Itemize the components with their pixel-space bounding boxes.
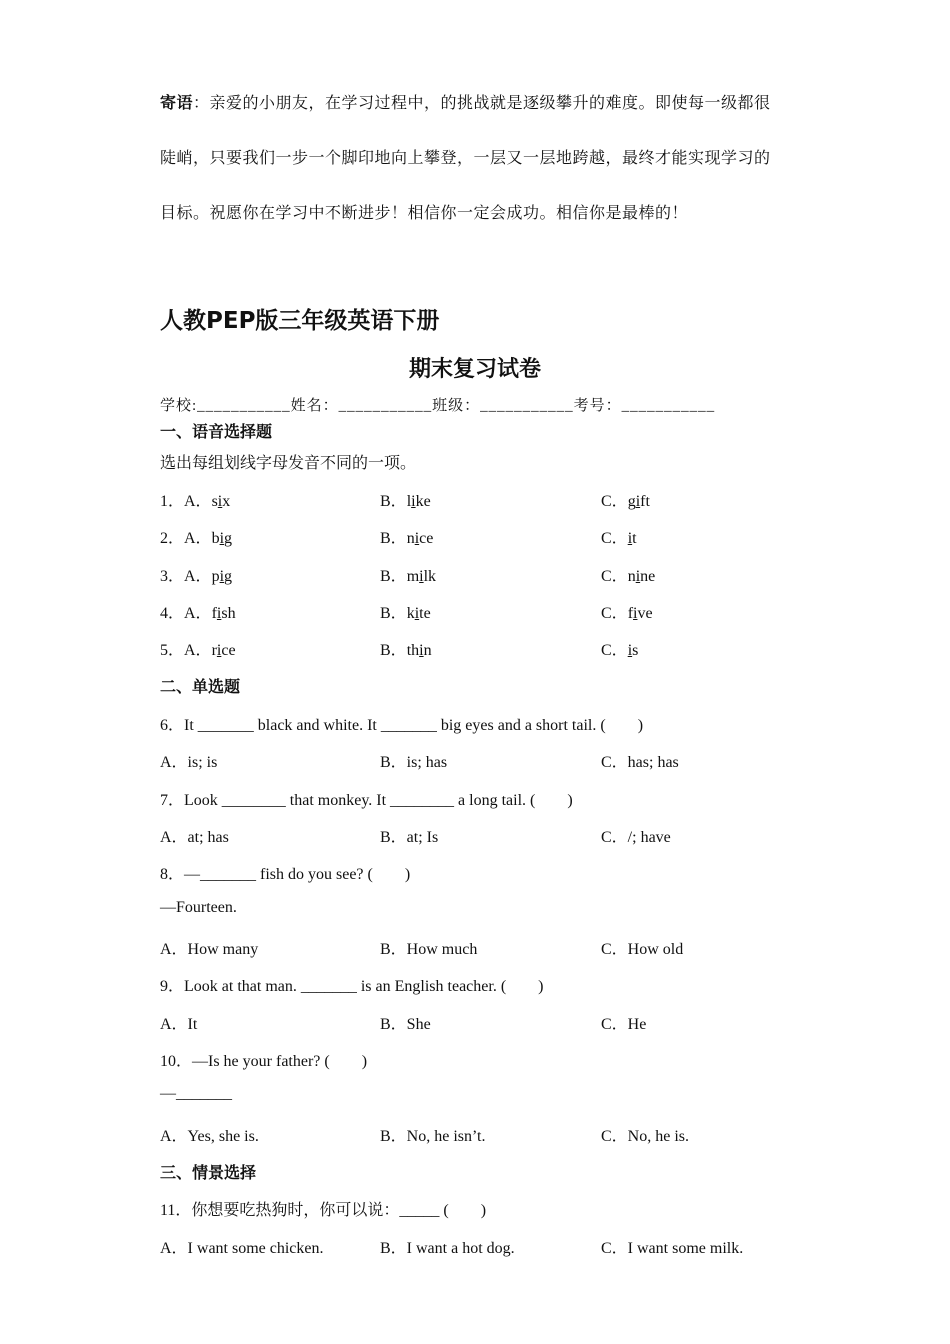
question-row-1 (160, 488, 800, 510)
intro-label: 寄语 (160, 95, 194, 112)
option-b: B．milk (380, 568, 437, 585)
section-1-heading: 一、语音选择题 (160, 422, 273, 441)
question-7: 7．Look ________ that monkey. It ________ a long tail. ( ) (160, 792, 573, 809)
option-b: B．is; has (380, 754, 448, 771)
question-8-reply: —Fourteen. (160, 899, 237, 916)
option-b: B．nice (380, 530, 434, 547)
question-row-2 (160, 525, 800, 547)
option-b: B．at; Is (380, 829, 439, 846)
question-10-options (160, 1123, 800, 1145)
option-a: A．How many (160, 941, 259, 958)
question-row-5 (160, 637, 800, 659)
intro-line-1: 寄语：亲爱的小朋友，在学习过程中，的挑战就是逐级攀升的难度。即使每一级都很 (160, 95, 771, 112)
question-8-options (160, 936, 800, 958)
question-9: 9．Look at that man. _______ is an English teacher. ( ) (160, 978, 544, 995)
option-a: A．It (160, 1016, 198, 1033)
option-a: A．is; is (160, 754, 218, 771)
question-6-options (160, 749, 800, 771)
question-10: 10．—Is he your father? ( ) (160, 1053, 368, 1070)
question-row-3 (160, 563, 800, 585)
option-a: 4．A．fish (160, 605, 236, 622)
question-11-options (160, 1235, 800, 1257)
question-8: 8．—_______ fish do you see? ( ) (160, 866, 411, 883)
option-a: A．I want some chicken. (160, 1240, 324, 1257)
option-b: B．She (380, 1016, 431, 1033)
option-b: B．thin (380, 642, 432, 659)
option-c: C．nine (601, 568, 656, 585)
option-b: B．I want a hot dog. (380, 1240, 515, 1257)
section-3-heading: 三、情景选择 (160, 1163, 257, 1182)
question-10-reply: —_______ (160, 1085, 232, 1102)
question-9-options (160, 1011, 800, 1033)
option-c: C．He (601, 1016, 647, 1033)
section-2-heading: 二、单选题 (160, 677, 241, 696)
option-c: C．it (601, 530, 637, 547)
option-c: C．I want some milk. (601, 1240, 744, 1257)
option-a: A．at; has (160, 829, 229, 846)
question-7-options (160, 824, 800, 846)
document-title: 人教PEP版三年级英语下册 (160, 308, 440, 334)
question-row-4 (160, 600, 800, 622)
option-c: C．No, he is. (601, 1128, 690, 1145)
option-b: B．like (380, 493, 431, 510)
section-1-instruction: 选出每组划线字母发音不同的一项。 (160, 455, 417, 472)
option-c: C．has; has (601, 754, 679, 771)
question-6: 6．It _______ black and white. It _______ big eyes and a short tail. ( ) (160, 717, 644, 734)
option-c: C．/; have (601, 829, 671, 846)
option-c: C．gift (601, 493, 650, 510)
option-c: C．How old (601, 941, 684, 958)
option-b: B．How much (380, 941, 478, 958)
student-info-line: 学校:___________姓名：___________班级：___________考号：___________ (160, 398, 716, 414)
option-a: 2．A．big (160, 530, 233, 547)
option-a: A．Yes, she is. (160, 1128, 259, 1145)
option-c: C．is (601, 642, 639, 659)
option-a: 5．A．rice (160, 642, 236, 659)
question-11: 11．你想要吃热狗时，你可以说：_____ ( ) (160, 1202, 487, 1219)
option-a: 3．A．pig (160, 568, 233, 585)
intro-line-3: 目标。祝愿你在学习中不断进步！相信你一定会成功。相信你是最棒的！ (160, 205, 689, 222)
option-a: 1．A．six (160, 493, 231, 510)
option-c: C．five (601, 605, 653, 622)
document-subtitle: 期末复习试卷 (408, 357, 541, 382)
intro-line-2: 陡峭，只要我们一步一个脚印地向上攀登，一层又一层地跨越，最终才能实现学习的 (160, 150, 771, 167)
option-b: B．No, he isn’t. (380, 1128, 486, 1145)
option-b: B．kite (380, 605, 431, 622)
